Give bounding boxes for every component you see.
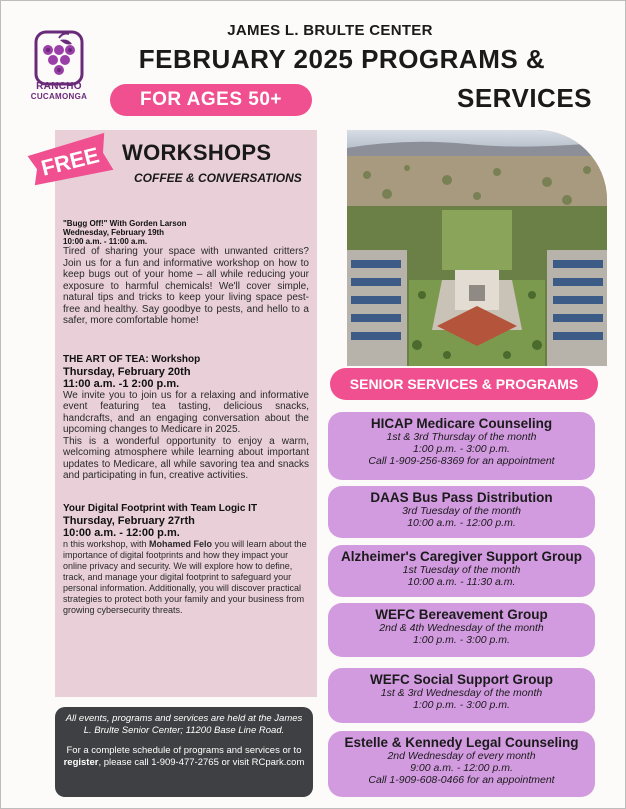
logo-line-1: RANCHO	[36, 81, 82, 92]
service-card-alzheimers	[328, 545, 595, 597]
center-name: JAMES L. BRULTE CENTER	[227, 22, 433, 39]
event-title: "Bugg Off!" With Gorden Larson	[63, 219, 187, 228]
aerial-photo	[347, 130, 607, 366]
grape-logo-icon	[30, 30, 88, 116]
event-time: 10:00 a.m. - 11:00 a.m.	[63, 237, 148, 246]
event-description: n this workshop, with Mohamed Felo you will learn about the importance of digital footprints and how they impact your online privacy and security. We will explore how to define, track, and manage your digital footprint to safeguard your personal information. Additionally, you will discover practical strategies to protect both your family and your business from growing cybersecurity threats.	[63, 538, 307, 615]
service-time: 10:00 a.m. - 12:00 p.m.	[407, 517, 516, 529]
service-title: Alzheimer's Caregiver Support Group	[340, 549, 582, 564]
service-time: 1:00 p.m. - 3:00 p.m.	[413, 634, 510, 646]
service-card-bereavement	[328, 603, 595, 657]
service-card-social-support	[328, 668, 595, 723]
service-time: 10:00 a.m. - 11:30 a.m.	[407, 576, 516, 588]
service-schedule: 2nd Wednesday of every month	[387, 750, 536, 762]
service-title: HICAP Medicare Counseling	[370, 416, 553, 431]
footer-info-box	[55, 707, 313, 797]
logo-wordmark	[22, 82, 96, 102]
ages-badge: FOR AGES 50+	[110, 84, 312, 116]
event-description: Tired of sharing your space with unwanted critters? Join us for a fun and informative workshop on how to keep bugs out of your home – all while reducing your exposure to harmful chemicals! We'll cover simple, natural tips and tricks to keep your living space pest-free and healthy. Say goodbye to pests, and hello to a safer, more comfortable home!	[63, 246, 309, 326]
service-card-daas	[328, 486, 595, 538]
service-title: WEFC Social Support Group	[370, 672, 553, 687]
service-card-legal	[328, 731, 595, 797]
service-title: Estelle & Kennedy Legal Counseling	[344, 735, 579, 750]
service-schedule: 3rd Tuesday of the month	[402, 505, 521, 517]
service-time: 1:00 p.m. - 3:00 p.m.	[413, 443, 510, 455]
event-date: Thursday, February 27rth	[63, 514, 195, 527]
event-title: Your Digital Footprint with Team Logic IT	[63, 503, 258, 514]
footer-contact: For a complete schedule of programs and services or to register, please call 1-909-477-2765 or visit RCpark.com	[63, 745, 305, 768]
senior-services-heading: SENIOR SERVICES & PROGRAMS	[330, 368, 598, 400]
service-time: 1:00 p.m. - 3:00 p.m.	[413, 699, 510, 711]
service-phone: Call 1-909-256-8369 for an appointment	[368, 455, 555, 467]
event-title: THE ART OF TEA: Workshop	[63, 354, 201, 365]
event-time: 10:00 a.m. - 12:00 p.m.	[63, 526, 180, 539]
page-title-line-2: SERVICES	[456, 83, 592, 113]
event-description-2: This is a wonderful opportunity to enjoy a warm, welcoming atmosphere while learning about important updates to Medicare, all while savoring tea and snacks and participating in fun, creative activities.	[63, 435, 309, 481]
workshop-event-2	[63, 354, 309, 482]
register-text: register	[63, 757, 99, 768]
workshops-title: WORKSHOPS	[122, 140, 272, 165]
event-date: Thursday, February 20th	[63, 365, 191, 378]
service-card-hicap	[328, 412, 595, 480]
free-badge-icon	[24, 132, 116, 190]
service-schedule: 1st Tuesday of the month	[402, 564, 521, 576]
logo-line-2: CUCAMONGA	[30, 92, 88, 101]
footer-location: All events, programs and services are held at the James L. Brulte Senior Center; 11200 Base Line Road.	[65, 713, 303, 736]
service-time: 9:00 a.m. - 12:00 p.m.	[410, 762, 513, 774]
service-phone: Call 1-909-608-0466 for an appointment	[368, 774, 555, 786]
workshop-event-3	[63, 503, 309, 616]
service-schedule: 1st & 3rd Thursday of the month	[386, 431, 537, 443]
event-time: 11:00 a.m. -1 2:00 p.m.	[63, 377, 180, 390]
event-description: We invite you to join us for a relaxing and informative event featuring tea tasting, delicious snacks, handcrafts, and an engaging conversation about the upcoming changes to Medicare in 2025.	[63, 389, 309, 435]
workshops-subtitle: COFFEE & CONVERSATIONS	[134, 171, 302, 185]
free-badge-label: FREE	[38, 142, 102, 181]
service-schedule: 1st & 3rd Wednesday of the month	[380, 687, 543, 699]
workshop-event-1	[63, 219, 309, 327]
event-date: Wednesday, February 19th	[63, 228, 165, 237]
service-title: DAAS Bus Pass Distribution	[370, 490, 553, 505]
service-schedule: 2nd & 4th Wednesday of the month	[379, 622, 544, 634]
presenter-name: Mohamed Felo	[149, 538, 213, 549]
page-title-line-1: FEBRUARY 2025 PROGRAMS &	[138, 44, 546, 74]
service-title: WEFC Bereavement Group	[375, 607, 548, 622]
